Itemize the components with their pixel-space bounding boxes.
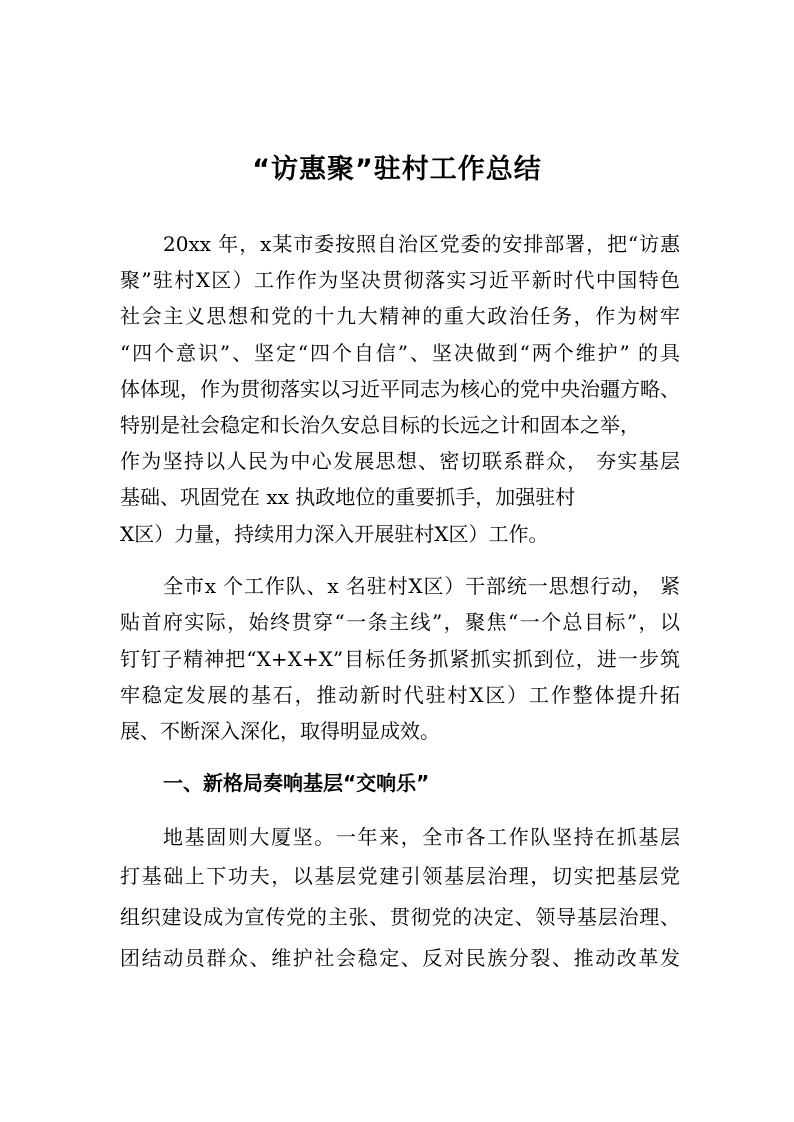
paragraph-line: 打基础上下功夫，以基层党建引领基层治理，切实把基层党 [120, 864, 680, 888]
paragraph-line: 牢稳定发展的基石，推动新时代驻村X区）工作整体提升拓 [120, 683, 680, 707]
paragraph-line: 20xx 年，x某市委按照自治区党委的安排部署，把“访惠 [163, 232, 680, 256]
paragraph-line: 全市x 个工作队、x 名驻村X区）干部统一思想行动， 紧 [163, 574, 680, 598]
paragraph-line: X区）力量，持续用力深入开展驻村X区）工作。 [120, 522, 549, 546]
paragraph-line: 组织建设成为宣传党的主张、贯彻党的决定、领导基层治理、 [120, 905, 680, 929]
paragraph-line: 作为坚持以人民为中心发展思想、密切联系群众， 夯实基层 [120, 449, 680, 473]
document-title: “访惠聚”驻村工作总结 [252, 154, 542, 185]
paragraph-line: 特别是社会稳定和长治久安总目标的长远之计和固本之举， [120, 413, 640, 437]
paragraph-line: “四个意识”、坚定“四个自信”、坚决做到“两个维护” 的具 [120, 341, 680, 365]
paragraph-line: 团结动员群众、维护社会稳定、反对民族分裂、推动改革发 [120, 946, 680, 970]
paragraph-line: 地基固则大厦坚。一年来，全市各工作队坚持在抓基层 [163, 825, 680, 849]
paragraph-line: 展、不断深入深化，取得明显成效。 [120, 719, 440, 743]
paragraph-line: 钉钉子精神把“X+X+X”目标任务抓紧抓实抓到位，进一步筑 [120, 647, 680, 671]
section-heading: 一、新格局奏响基层“交响乐” [163, 771, 430, 795]
paragraph-line: 体体现，作为贯彻落实以习近平同志为核心的党中央治疆方略、 [120, 377, 680, 401]
paragraph-line: 聚”驻村X区）工作作为坚决贯彻落实习近平新时代中国特色 [120, 268, 680, 292]
paragraph-line: 基础、巩固党在 xx 执政地位的重要抓手，加强驻村 [120, 485, 576, 509]
paragraph-line: 贴首府实际，始终贯穿“一条主线”，聚焦“一个总目标”，以 [120, 610, 680, 634]
paragraph-line: 社会主义思想和党的十九大精神的重大政治任务，作为树牢 [120, 304, 680, 328]
